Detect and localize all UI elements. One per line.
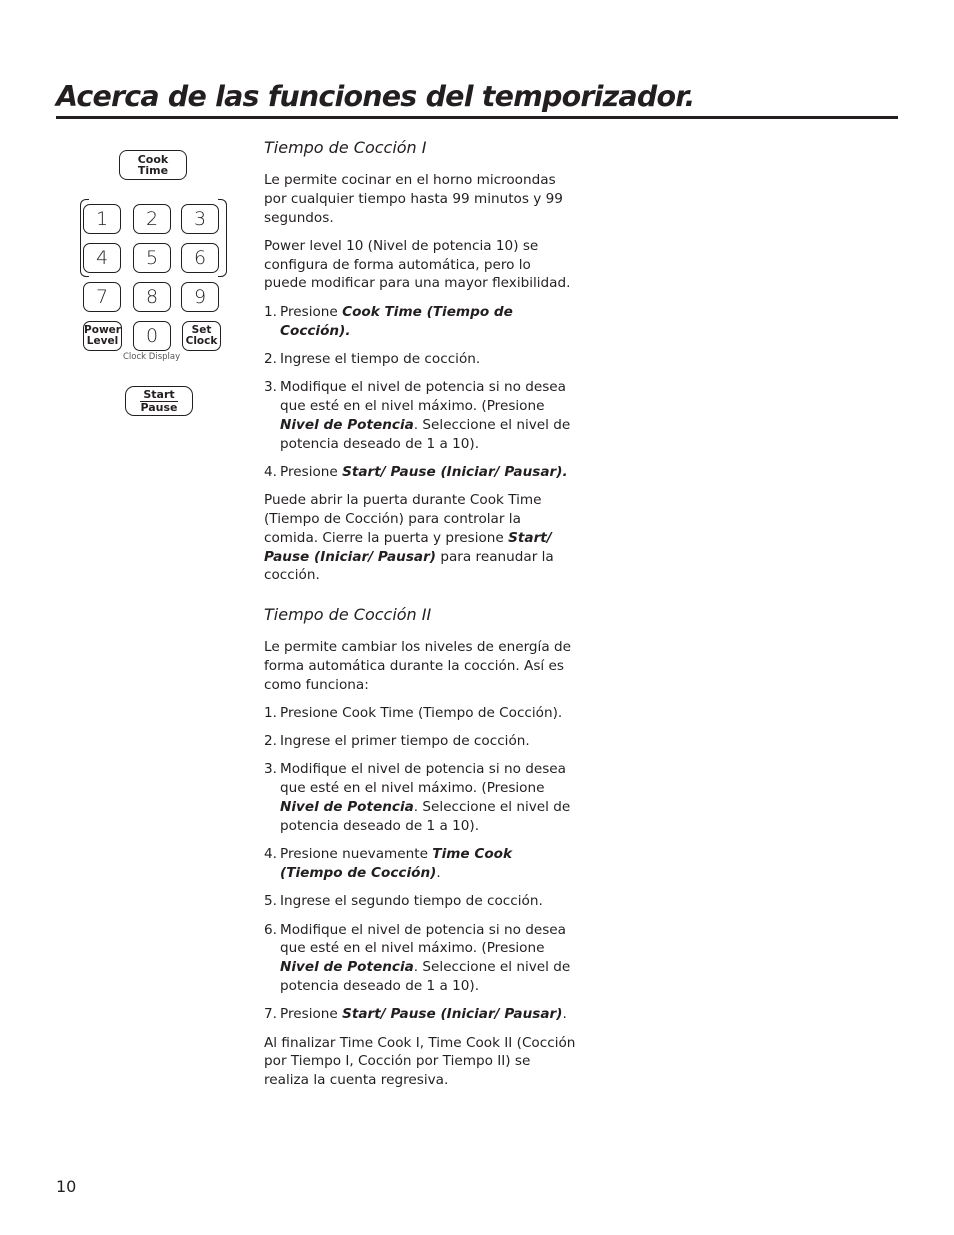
section2-countdown-note: Al finalizar Time Cook I, Time Cook II (Cocción por Tiempo I, Cocción por Tiempo II) se realiza la cuenta regresiva.: [264, 1034, 576, 1089]
section1-steps: [264, 303, 576, 482]
start-pause-key-line2: Pause: [140, 400, 178, 414]
digit-key-0: 0: [133, 321, 171, 351]
section1-step-1: [264, 303, 576, 341]
step-text: Presione: [280, 1006, 343, 1023]
digit-key-7: 7: [83, 282, 121, 312]
section2-step-1: [264, 704, 576, 723]
step-number: 2.: [264, 733, 277, 750]
section1-power-note: Power level 10 (Nivel de potencia 10) se configura de forma automática, pero lo puede modificar para una mayor flexibilidad.: [264, 237, 571, 292]
step-text: Modifique el nivel de potencia si no desea que esté en el nivel máximo. (Presione: [280, 921, 566, 957]
digit-key-1: 1: [83, 204, 121, 234]
cook-time-key-line1: Cook: [137, 152, 169, 166]
power-level-key: [83, 321, 122, 351]
page-title: Acerca de las funciones del temporizador.: [56, 80, 695, 113]
step-text: Presione nuevamente: [280, 846, 433, 863]
step-text: Modifique el nivel de potencia si no desea que esté en el nivel máximo. (Presione: [280, 761, 566, 797]
section2-step-6: [264, 921, 576, 996]
section1-intro: Le permite cocinar en el horno microondas por cualquier tiempo hasta 99 minutos y 99 segundos.: [264, 172, 563, 226]
door-note-text-after: para reanudar la cocción.: [264, 548, 554, 584]
page-number: 10: [56, 1177, 77, 1196]
step-number: 3.: [264, 761, 277, 778]
section2-steps: [264, 704, 576, 1024]
keypad-illustration: [75, 145, 235, 425]
step-emphasis: Nivel de Potencia: [280, 959, 414, 976]
step-text: Ingrese el segundo tiempo de cocción.: [280, 893, 543, 910]
step-number: 4.: [264, 463, 277, 480]
door-note-text: Puede abrir la puerta durante Cook Time (Tiempo de Cocción) para controlar la comida. Cierre la puerta y presione: [264, 492, 542, 546]
step-number: 6.: [264, 921, 277, 938]
section2-intro: Le permite cambiar los niveles de energía de forma automática durante la cocción. Así es como funciona:: [264, 639, 571, 693]
start-pause-key: [125, 386, 193, 416]
step-emphasis: Nivel de Potencia: [280, 416, 414, 433]
digit-key-3: 3: [181, 204, 219, 234]
step-text: Modifique el nivel de potencia si no desea que esté en el nivel máximo. (Presione: [280, 379, 566, 414]
title-rule: [56, 116, 898, 119]
section1-step-4: [264, 463, 576, 482]
digit-key-6: 6: [181, 243, 219, 273]
step-text: Presione Cook Time (Tiempo de Cocción).: [280, 704, 563, 721]
set-clock-key-line2: Clock: [185, 335, 218, 347]
step-text-after: .: [436, 864, 441, 881]
step-number: 1.: [264, 704, 277, 721]
digit-key-5: 5: [133, 243, 171, 273]
step-text-after: . Seleccione el nivel de potencia deseado de 1 a 10).: [280, 959, 571, 994]
cook-time-key-line2: Time: [137, 164, 169, 177]
step-number: 2.: [264, 350, 277, 367]
step-text-after: .: [562, 1006, 567, 1023]
keypad-bracket-right: [218, 199, 227, 277]
step-text: Presione: [280, 463, 343, 480]
step-text-after: . Seleccione el nivel de potencia deseado de 1 a 10).: [280, 799, 571, 834]
step-number: 3.: [264, 379, 277, 396]
power-level-key-line2: Level: [86, 335, 119, 347]
section-cook-time-2: [264, 603, 576, 1099]
section2-step-7: [264, 1005, 576, 1024]
step-emphasis: Time Cook (Tiempo de Cocción): [280, 846, 513, 881]
section2-heading: Tiempo de Cocción II: [264, 605, 432, 624]
section-cook-time-1: [264, 136, 576, 595]
step-emphasis: Nivel de Potencia: [280, 799, 414, 816]
section2-step-5: [264, 892, 576, 911]
section2-step-2: [264, 732, 576, 751]
digit-key-8: 8: [133, 282, 171, 312]
step-number: 4.: [264, 846, 277, 863]
section1-step-2: [264, 350, 576, 369]
power-level-key-line1: Power: [84, 323, 121, 336]
step-emphasis: Start/ Pause (Iniciar/ Pausar): [342, 1006, 563, 1023]
cook-time-key: [119, 150, 187, 180]
start-pause-key-line1: Start: [143, 388, 175, 401]
step-number: 5.: [264, 893, 277, 910]
clock-display-label: Clock Display: [123, 352, 181, 362]
step-emphasis: Cook Time (Tiempo de Cocción).: [280, 303, 513, 339]
set-clock-key: [182, 321, 221, 351]
set-clock-key-line1: Set: [191, 323, 212, 336]
digit-key-9: 9: [181, 282, 219, 312]
step-number: 1.: [264, 303, 277, 320]
step-text: Ingrese el primer tiempo de cocción.: [280, 733, 530, 750]
step-text: Presione: [280, 303, 343, 320]
digit-key-4: 4: [83, 243, 121, 273]
step-text: Ingrese el tiempo de cocción.: [280, 350, 481, 367]
section2-step-3: [264, 760, 576, 835]
section2-step-4: [264, 845, 576, 883]
step-number: 7.: [264, 1006, 277, 1023]
section1-heading: Tiempo de Cocción I: [264, 138, 427, 157]
door-note-emphasis: Start/ Pause (Iniciar/ Pausar): [264, 529, 552, 565]
step-emphasis: Start/ Pause (Iniciar/ Pausar).: [342, 463, 568, 480]
section1-door-note: [264, 491, 576, 585]
step-text-after: . Seleccione el nivel de potencia deseado de 1 a 10).: [280, 416, 571, 452]
section1-step-3: [264, 378, 576, 453]
digit-key-2: 2: [133, 204, 171, 234]
